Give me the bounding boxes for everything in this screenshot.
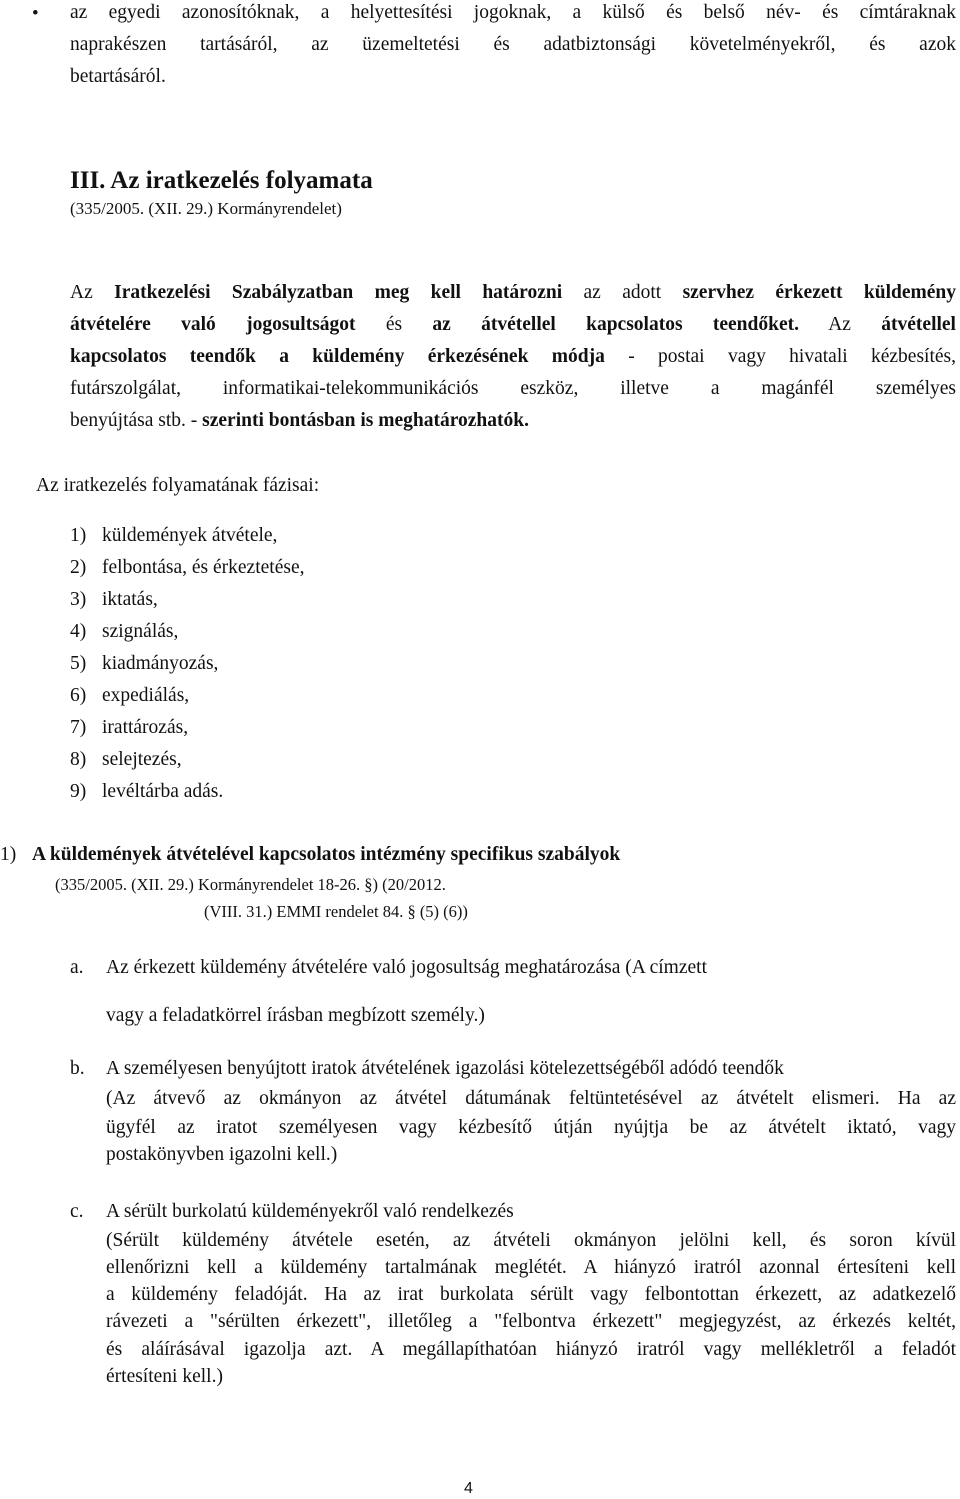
item-c-title: c. A sérült burkolatú küldeményekről való rendelkezés <box>70 1201 514 1222</box>
item-a-line-1: a. Az érkezett küldemény átvételére való jogosultság meghatározása (A címzett <box>70 957 707 978</box>
list-item: 5) kiadmányozás, <box>70 653 219 674</box>
item-b-title: b. A személyesen benyújtott iratok átvételének igazolási kötelezettségéből adódó teendők <box>70 1058 784 1079</box>
intro-line-3: kapcsolatos teendők a küldemény érkezésének módja - postai vagy hivatali kézbesítés, <box>70 346 957 367</box>
intro-line-2: átvételére való jogosultságot és az átvétellel kapcsolatos teendőket. Az átvétellel <box>70 314 956 335</box>
subsection-reference-2: (VIII. 31.) EMMI rendelet 84. § (5) (6)) <box>204 902 468 921</box>
subsection-heading: 1) A küldemények átvételével kapcsolatos intézmény specifikus szabályok <box>0 844 621 865</box>
item-c-line-2: ellenőrizni kell a küldemény tartalmának meglétét. A hiányzó iratról azonnal értesíteni kell <box>106 1257 956 1278</box>
list-item: 2) felbontása, és érkeztetése, <box>70 557 305 578</box>
bullet-marker: • <box>32 3 39 24</box>
bullet-line-2: naprakészen tartásáról, az üzemeltetési és adatbiztonsági követelményekről, és azok <box>70 34 956 55</box>
item-a-line-2: vagy a feladatkörrel írásban megbízott személy.) <box>106 1005 485 1026</box>
list-item: 8) selejtezés, <box>70 749 182 770</box>
list-item: 6) expediálás, <box>70 685 190 706</box>
intro-line-5: benyújtása stb. - szerinti bontásban is meghatározhatók. <box>70 410 529 431</box>
list-item: 9) levéltárba adás. <box>70 781 224 802</box>
item-b-line-2: ügyfél az iratot személyesen vagy kézbesítő útján nyújtja be az átvételt iktató, vagy <box>106 1117 956 1138</box>
section-reference: (335/2005. (XII. 29.) Kormányrendelet) <box>70 199 342 218</box>
phases-intro: Az iratkezelés folyamatának fázisai: <box>36 475 320 496</box>
list-item: 7) irattározás, <box>70 717 189 738</box>
intro-line-1: Az Iratkezelési Szabályzatban meg kell határozni az adott szervhez érkezett küldemény <box>70 282 956 303</box>
section-heading: III. Az iratkezelés folyamata <box>70 167 373 194</box>
list-item: 4) szignálás, <box>70 621 179 642</box>
intro-line-4: futárszolgálat, informatikai-telekommunikációs eszköz, illetve a magánfél személyes <box>70 378 956 399</box>
list-item: 1) küldemények átvétele, <box>70 525 278 546</box>
item-b-line-3: postakönyvben igazolni kell.) <box>106 1144 338 1165</box>
item-b-line-1: (Az átvevő az okmányon az átvétel dátumának feltüntetésével az átvételt elismeri. Ha az <box>106 1088 956 1109</box>
item-c-line-4: rávezeti a "sérülten érkezett", illetőleg a "felbontva érkezett" megjegyzést, az érkezés keltét, <box>106 1311 956 1332</box>
bullet-line-1: az egyedi azonosítóknak, a helyettesítési jogoknak, a külső és belső név- és címtáraknak <box>70 2 956 23</box>
bullet-line-3: betartásáról. <box>70 66 166 87</box>
subsection-reference-1: (335/2005. (XII. 29.) Kormányrendelet 18-26. §) (20/2012. <box>55 875 446 894</box>
list-item: 3) iktatás, <box>70 589 158 610</box>
item-c-line-3: a küldemény feladóját. Ha az irat burkolata sérült vagy felbontottan érkezett, az adatkezelő <box>106 1284 956 1305</box>
item-c-line-5: és aláírásával igazolja azt. A megállapíthatóan hiányzó iratról vagy mellékletről a feladót <box>106 1339 956 1360</box>
page-number: 4 <box>464 1480 473 1497</box>
item-c-line-6: értesíteni kell.) <box>106 1366 223 1387</box>
item-c-line-1: (Sérült küldemény átvétele esetén, az átvételi okmányon jelölni kell, és soron kívül <box>106 1230 956 1251</box>
